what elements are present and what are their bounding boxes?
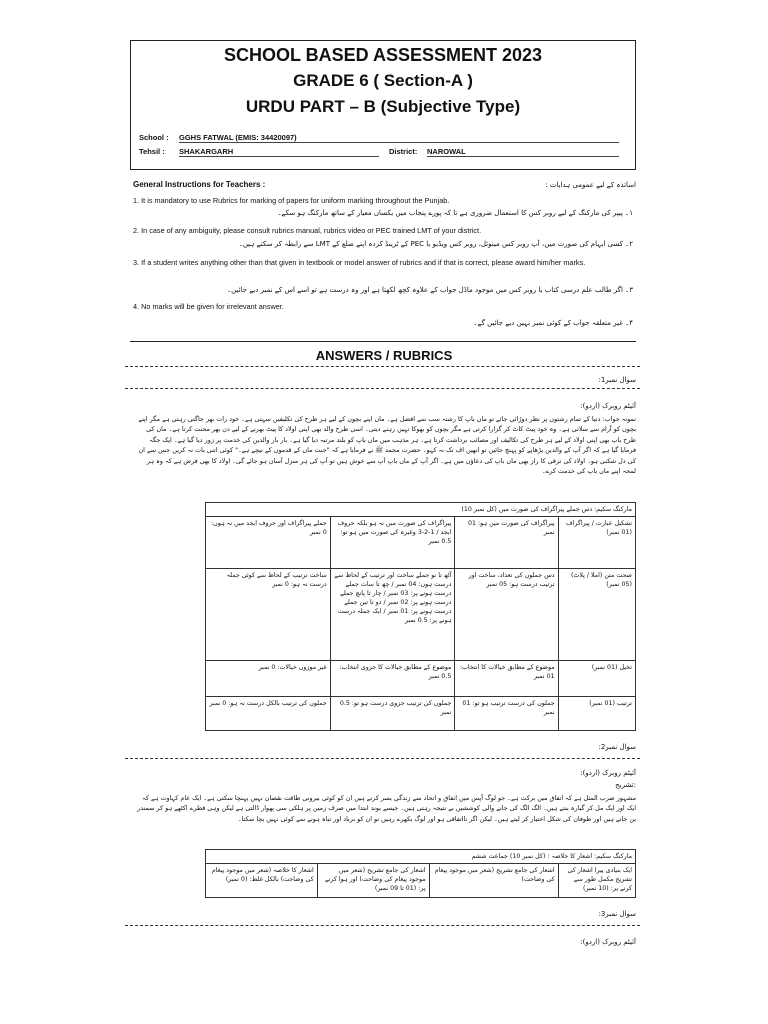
instruction-1-ur: ۱۔ پیپر کی مارکنگ کے لیے روبر کس کا استعمال ضروری ہے تا کہ پورے پنجاب میں یکساں معیار کے ساتھ مارکنگ ہو سکے۔ [277, 209, 633, 217]
school-value: GGHS FATWAL (EMIS: 34420097) [179, 133, 619, 143]
page-title: SCHOOL BASED ASSESSMENT 2023 [223, 45, 543, 65]
instruction-1-en: 1. It is mandatory to use Rubrics for marking of papers for uniform marking throughout the Punjab. [133, 196, 450, 205]
subject-title: URDU PART – B (Subjective Type) [245, 97, 521, 116]
district-value: NAROWAL [427, 147, 619, 157]
table-row: تشکیل عبارت / پیراگراف (01 نمبر) پیراگراف کی صورت میں ہو: 01 نمبر پیراگراف کی صورت میں نہ ہو بلکہ حروف ابجد / 1-2-3 وغیرہ کی صورت میں ہو تو: 0.5 نمبر جملے پیراگراف اور حروف ابجد میں نہ ہوں: 0 نمبر [206, 517, 636, 569]
table-row: ایک بنیادی پیرا اشعار کی تشریح مکمل طور سے کرنے پر: (10 نمبر) اشعار کی جامع تشریح (شعر میں موجود پیغام کی وضاحت) اشعار کی جامع تشریح (شعر میں موجود پیغام کی وضاحت) اور ہوا کرنے پر: (01 تا 09 نمبر) اشعار کا خلاصہ (شعر میں موجود پیغام کی وضاحت) بالکل غلط: (0 نمبر) [206, 864, 636, 898]
q2-table-caption: مارکنگ سکیم: اشعار کا خلاصہ : (کل نمبر 10) جماعت ششم [206, 850, 636, 864]
dashed-divider [125, 366, 640, 367]
answers-heading: ANSWERS / RUBRICS [315, 348, 453, 363]
table-row: صحت متن (املا / پلاٹ) (05 نمبر) دس جملوں کی تعداد، ساخت اور ترتیب درست ہو: 05 نمبر آٹھ تا نو جملے ساخت اور ترتیب کے لحاظ سے درست ہوں: 04 نمبر / چھ تا سات جملے درست ہونے پر: 03 نمبر / چار تا پانچ جملے درست ہونے پر: 02 نمبر / دو تا تین جملے درست ہونے پر: 01 نمبر / ایک جملہ درست ہونے پر: 0.5 نمبر ساخت ترتیب کے لحاظ سے کوئی جملہ درست نہ ہو: 0 نمبر [206, 569, 636, 661]
dashed-divider [125, 758, 640, 759]
q1-model-answer: نمونہ جواب: دنیا کے تمام رشتوں پر نظر دوڑائی جائے تو ماں باپ کا رشتہ سب سے افضل ہے۔ ماں اپنے بچوں کے لیے ہر طرح کی تکلیفیں سہتی ہے۔ خود رات بھر جاگتی رہتی ہے مگر اپنے بچوں کو آرام سے سلاتی ہے۔ وہ خود پیٹ کاٹ کر گزارا کرتی ہے مگر بچوں کو بھوکا نہیں رہنے دیتی۔ اسی طرح والد بھی اپنی اولاد کا پیٹ بھرنے کے لیے دن بھر محنت کرتا ہے۔ ماں کی طرح باپ بھی اپنی اولاد کے لیے ہر طرح کی تکالیف اور مصائب برداشت کرتا ہے۔ ہر مذہب میں ماں باپ کو بلند مرتبہ دیا گیا ہے۔ بار بار والدین کی خدمت پر زور دیا گیا ہے۔ ایک جگہ فرمایا گیا ہے کہ اگر آپ کے والدین بڑھاپے کو پہنچ جائیں تو انھیں اف تک نہ کہو۔ حضرت محمد ﷺ نے فرمایا ہے کہ "جنت ماں کے قدموں کے نیچے ہے۔" کوئی اتنی بات نہ کریں جس سے ان کی دل شکنی ہو۔ اولاد کی ترقی کا راز بھی ماں باپ کی دعاؤں میں ہے۔ اگر آپ کے ماں باپ آپ سے خوش ہیں تو آپ کی ہر منزل آسان ہو جائے گی۔ اولاد کا بھی فرض ہے کہ وہ ہر لمحہ اپنے ماں باپ کی خدمت کرے۔ [138, 415, 636, 476]
grade-title: GRADE 6 ( Section-A ) [293, 71, 473, 90]
instructions-title-ur: اساتذہ کے لیے عمومی ہدایات : [545, 181, 636, 189]
q3-item-rubric-label: آئیٹم روبرک (اردو): [580, 938, 636, 946]
divider [130, 341, 636, 342]
tehsil-value: SHAKARGARH [179, 147, 379, 157]
instruction-4-en: 4. No marks will be given for irrelevant answer. [133, 302, 284, 311]
question-3-label: سوال نمبر3: [598, 910, 636, 918]
table-row: تخیل (01 نمبر) موضوع کے مطابق خیالات کا انتخاب: 01 نمبر موضوع کے مطابق خیالات کا جزوی انتخاب: 0.5 نمبر غیر موزوں خیالات: 0 نمبر [206, 661, 636, 697]
instruction-2-ur: ۲۔ کسی ابہام کی صورت میں، آپ روبر کس مینوئل، روبر کس ویڈیو یا PEC کے ٹرینڈ کردہ اپنے ضلع کے LMT سے رابطہ کر سکتے ہیں۔ [238, 240, 633, 248]
instruction-3-en: 3. If a student writes anything other than that given in textbook or model answer of rubrics and if that is correct, please award him/her marks. [133, 258, 586, 267]
q1-table-caption: مارکنگ سکیم: دس جملے پیراگراف کی صورت میں (کل نمبر 10) [206, 503, 636, 517]
question-2-label: سوال نمبر2: [598, 743, 636, 751]
q1-item-rubric-label: آئیٹم روبرک (اردو): [580, 402, 636, 410]
instructions-title-en: General Instructions for Teachers : [133, 180, 266, 189]
q2-item-rubric-label: آئیٹم روبرک (اردو): [580, 769, 636, 777]
header-box [130, 40, 636, 170]
instruction-4-ur: ۴۔ غیر متعلقہ جواب کے کوئی نمبر نہیں دیے جائیں گے۔ [473, 319, 633, 327]
q2-subheading: :تشریح [615, 781, 636, 789]
tehsil-label: Tehsil : [139, 147, 165, 156]
q1-marking-table [205, 502, 636, 731]
instruction-2-en: 2. In case of any ambiguity, please consult rubrics manual, rubrics video or PEC trained LMT of your district. [133, 226, 482, 235]
dashed-divider [125, 388, 640, 389]
dashed-divider [125, 925, 640, 926]
q2-marking-table [205, 849, 636, 898]
instruction-3-ur: ۳۔ اگر طالب علم درسی کتاب یا روبر کس میں موجود ماڈل جواب کے علاوہ کچھ لکھتا ہے اور وہ درست ہے تو اسے اس کے نمبر دیے جائیں۔ [227, 286, 633, 294]
table-row: ترتیب (01 نمبر) جملوں کی درست ترتیب ہو تو: 01 نمبر جملوں کی ترتیب جزوی درست ہو تو: 0.5 نمبر جملوں کی ترتیب بالکل درست نہ ہو: 0 نمبر [206, 697, 636, 731]
q2-model-answer: مشہور ضرب المثل ہے کہ اتفاق میں برکت ہے۔ جو لوگ آپس میں اتفاق و اتحاد سے زندگی بسر کرتے ہیں ان کو کوئی بیرونی طاقت نقصان نہیں پہنچا سکتی ہے۔ ایک عام کہاوت ہے کہ ایک اور ایک مل کر گیارہ بنتے ہیں۔ الگ الگ کی جانے والی کوششیں بے نتیجہ رہتی ہیں۔ جیسے بوند ابتدا میں صرف زمین پر ہلکی سی پھوار ڈالتی ہے لیکن وہی قطرے اکٹھے ہو کر سمندر بن جاتے ہیں اور طوفان کی شکل اختیار کر لیتے ہیں۔ لیکن اگر نااتفاقی ہو اور لوگ بکھرے رہیں تو ان کو برباد اور تباہ ہونے سے کوئی نہیں بچا سکتا۔ [137, 794, 636, 823]
school-label: School : [139, 133, 169, 142]
district-label: District: [389, 147, 418, 156]
question-1-label: سوال نمبر1: [598, 376, 636, 384]
